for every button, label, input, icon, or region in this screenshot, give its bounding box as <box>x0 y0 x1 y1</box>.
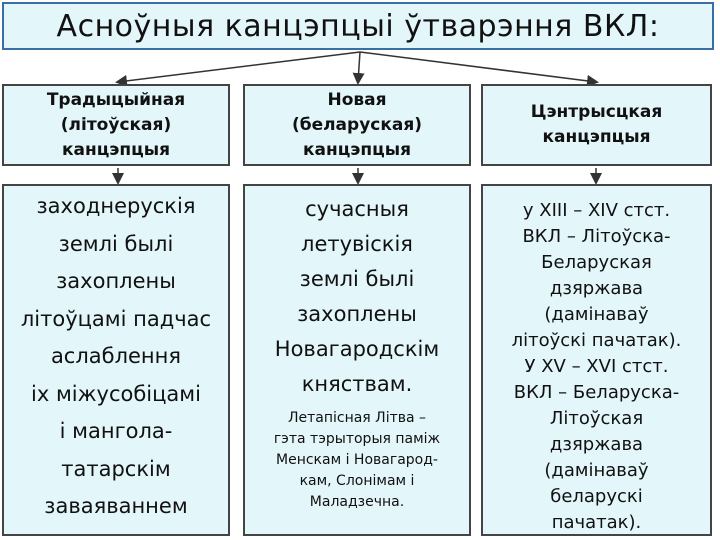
note-line: кам, Слонімам і <box>299 473 415 489</box>
heading-line: Цэнтрысцкая <box>530 102 663 122</box>
body-line: летувіскія <box>301 232 413 256</box>
heading-line: канцэпцыя <box>542 127 651 147</box>
title-text: Асноўныя канцэпцыі ўтварэння ВКЛ: <box>56 8 660 44</box>
body-new <box>243 184 471 536</box>
heading-line: канцэпцыя <box>302 139 412 160</box>
body-line: дзяржава <box>549 278 644 299</box>
heading-centrist <box>481 84 712 166</box>
arrow-to-traditional <box>118 52 360 82</box>
body-line: Літоўская <box>549 408 644 429</box>
body-line: ВКЛ – Літоўска- <box>522 226 671 247</box>
body-line: заходнерускія <box>36 194 196 218</box>
note-line: Маладзечна. <box>309 494 405 510</box>
body-line: сучасныя <box>305 197 409 221</box>
heading-line: Новая <box>327 89 387 110</box>
heading-traditional <box>2 84 230 166</box>
heading-new <box>243 84 471 166</box>
heading-line: (літоўская) <box>60 114 172 135</box>
body-line: дзяржава <box>549 434 644 455</box>
body-line: аслаблення <box>50 344 182 368</box>
body-line: заваяваннем <box>44 494 188 518</box>
body-line: У XV – XVI стст. <box>524 356 669 377</box>
heading-line: Традыцыйная <box>46 89 186 110</box>
body-line: захоплены <box>297 302 417 326</box>
body-line: і мангола- <box>59 419 173 443</box>
body-line: пачатак). <box>551 512 642 533</box>
note-line: Летапісная Літва – <box>287 410 427 426</box>
body-line: літоўскі пачатак). <box>511 330 682 351</box>
body-centrist <box>481 184 712 536</box>
body-line: Беларуская <box>541 252 652 273</box>
body-line: татарскім <box>61 456 171 481</box>
note-line: Менскам і Новагарод- <box>276 452 438 468</box>
body-line: у XIII – XIV стст. <box>522 200 671 221</box>
body-text <box>21 186 211 526</box>
body-line: беларускі <box>550 486 643 507</box>
body-text <box>275 186 439 402</box>
body-line: землі былі <box>58 231 174 256</box>
body-line: Новагародскім <box>274 337 440 361</box>
body-note <box>274 408 440 513</box>
body-line: княствам. <box>301 372 413 396</box>
heading-line: (беларуская) <box>291 114 423 135</box>
body-line: захоплены <box>56 269 176 293</box>
body-line: (дамінаваў <box>544 460 649 481</box>
body-text <box>512 186 682 536</box>
arrow-to-new <box>358 52 360 82</box>
arrow-to-centrist <box>360 52 596 82</box>
body-line: літоўцамі падчас <box>20 306 212 331</box>
body-line: землі былі <box>299 267 415 291</box>
body-traditional <box>2 184 230 536</box>
note-line: гэта тэрыторыя паміж <box>273 431 441 447</box>
body-line: ВКЛ – Беларуска- <box>513 382 680 403</box>
heading-line: канцэпцыя <box>61 139 171 160</box>
body-line: іх міжусобіцамі <box>31 381 201 406</box>
body-line: (дамінаваў <box>544 304 649 325</box>
